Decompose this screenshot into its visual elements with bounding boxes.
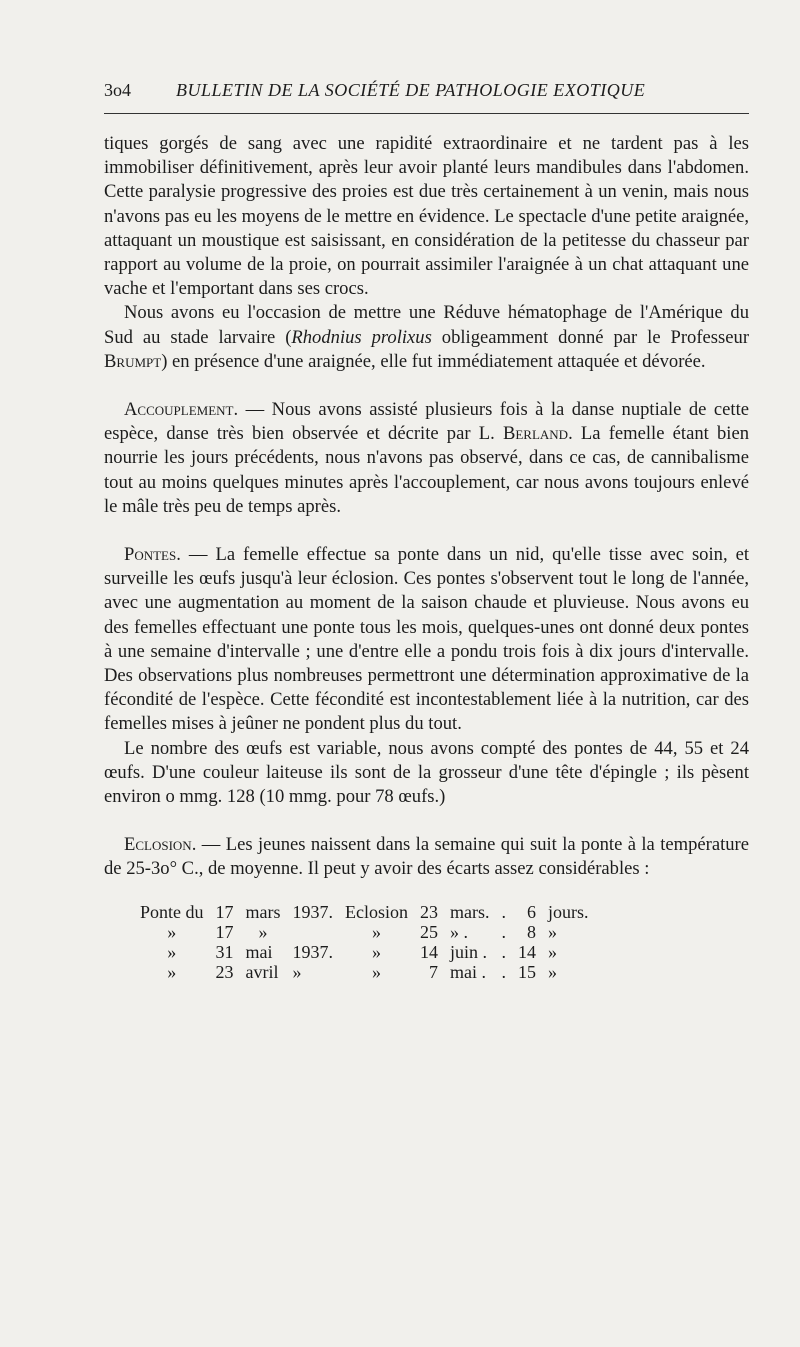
author-name: Brumpt: [104, 350, 162, 372]
header-rule: [104, 113, 749, 114]
running-header: [104, 80, 752, 106]
table-row: Ponte du 17 mars 1937. Eclosion 23 mars. . 6 jours.: [140, 901, 589, 922]
table-row: » 23 avril » » 7 mai . . 15 »: [167, 961, 558, 982]
paragraph-oeufs: Le nombre des œufs est variable, nous avons compté des pontes de 44, 55 et 24 œufs. D'une couleur laiteuse ils sont de la grosseur d'une tête d'épingle ; ils pèsent environ o mmg. 128 (10 mmg. pour 78 œufs.): [104, 737, 749, 808]
section-heading: Eclosion.: [124, 834, 197, 856]
article-body: [104, 132, 749, 982]
journal-title: BULLETIN DE LA SOCIÉTÉ DE PATHOLOGIE EXOTIQUE: [176, 80, 646, 100]
page-number: 3o4: [104, 80, 131, 100]
author-name: Berland: [502, 423, 569, 445]
table-row: » 31 mai 1937. » 14 juin . . 14 »: [167, 941, 558, 962]
paragraph-reduve: Nous avons eu l'occasion de mettre une Réduve hématophage de l'Amérique du Sud au stade larvaire (Rhodnius prolixus obligeamment donné par le Professeur Brumpt) en présence d'une araignée, elle fut immédiatement attaquée et dévorée.: [104, 302, 750, 372]
eclosion-table: [134, 902, 595, 982]
species-name: Rhodnius prolixus: [291, 326, 432, 348]
table-row: » 17 » » 25 » . . 8 »: [167, 921, 558, 942]
document-page: [104, 80, 752, 982]
section-pontes: Pontes. — La femelle effectue sa ponte dans un nid, qu'elle tisse avec soin, et surveille les œufs jusqu'à leur éclosion. Ces pontes s'observent tout le long de l'année, avec une augmentation au moment de la saison chaude et pluvieuse. Nous avons eu des femelles effectuant une ponte tous les mois, quelques-unes ont donné deux pontes à une semaine d'intervalle ; une d'entre elle a pondu trois fois à dix jours d'intervalle. Des observations plus nombreuses permettront une détermination approximative de la fécondité de l'espèce. Cette fécondité est incontestablement liée à la nutrition, car des femelles mises à jeûner ne pondent plus du tout.: [104, 544, 749, 735]
section-eclosion: Eclosion. — Les jeunes naissent dans la semaine qui suit la ponte à la température de 25-3o° C., de moyenne. Il peut y avoir des écarts assez considérables :: [104, 834, 749, 880]
section-heading: Pontes.: [124, 544, 181, 566]
paragraph-predation: tiques gorgés de sang avec une rapidité extraordinaire et ne tardent pas à les immobiliser définitivement, après leur avoir planté leurs mandibules dans l'abdomen. Cette paralysie progressive des proies est due très certainement à un venin, mais nous n'avons pas eu les moyens de le mettre en évidence. Le spectacle d'une petite araignée, attaquant un moustique est saisissant, en considération de la petitesse du chasseur par rapport au volume de la proie, on pourrait assimiler l'araignée à un chat attaquant une vache et l'emportant dans ses crocs.: [104, 133, 749, 300]
section-accouplement: Accouplement. — Nous avons assisté plusieurs fois à la danse nuptiale de cette espèce, danse très bien observée et décrite par L. Berland. La femelle étant bien nourrie les jours précédents, nous n'avons pas observé, dans ce cas, de cannibalisme tout au moins quelques minutes après l'accouplement, car nous avons toujours enlevé le mâle très peu de temps après.: [104, 399, 750, 517]
section-heading: Accouplement.: [124, 399, 239, 421]
